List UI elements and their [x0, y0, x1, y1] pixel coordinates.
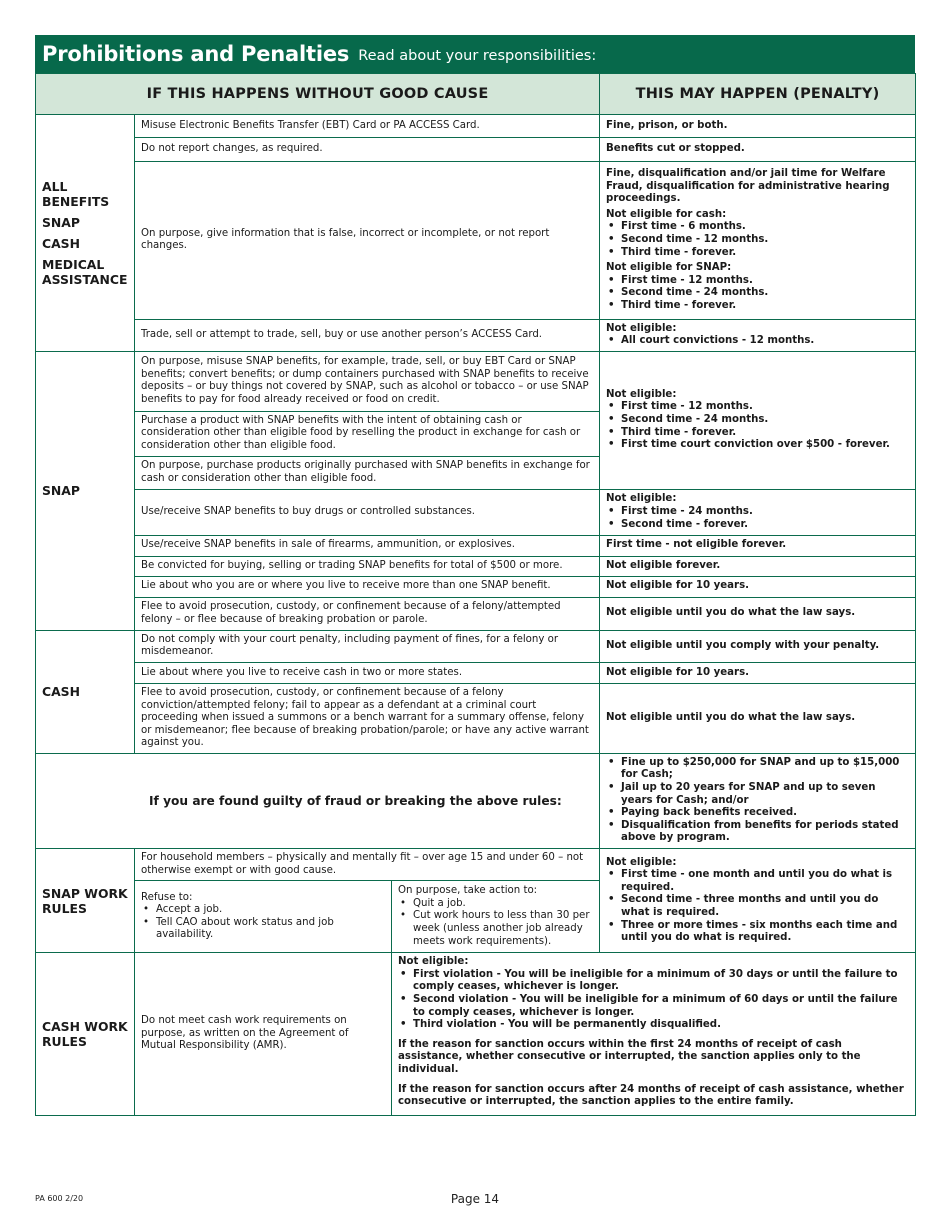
cause-cell: For household members – physically and mentally fit – over age 15 and under 60 – not otherwise exempt or with good cause. [135, 849, 600, 881]
penalty-cell: Not eligible until you do what the law says. [600, 597, 916, 630]
category-cash-work-rules: CASH WORK RULES [36, 953, 135, 1116]
cause-cell: Trade, sell or attempt to trade, sell, buy or use another person’s ACCESS Card. [135, 319, 600, 351]
cause-heading: On purpose, take action to: [398, 885, 538, 897]
penalty-cell [392, 953, 916, 1116]
guilty-statement: If you are found guilty of fraud or breaking the above rules: [36, 753, 600, 848]
penalty-heading: Not eligible: [398, 956, 469, 968]
list-item: • First time - 6 months. [606, 221, 909, 234]
cause-cell: Use/receive SNAP benefits in sale of firearms, ammunition, or explosives. [135, 535, 600, 556]
penalty-heading: Not eligible: [606, 856, 677, 868]
list-item: • Second time - 12 months. [606, 234, 909, 247]
cause-cell: Do not meet cash work requirements on purpose, as written on the Agreement of Mutual Responsibility (AMR). [135, 953, 392, 1116]
list-item: • Three or more times - six months each time and until you do what is required. [606, 920, 909, 945]
cause-cell: Flee to avoid prosecution, custody, or confinement because of a felony conviction/attempted felony; fail to appear as a defendant at a criminal court proceeding when issued a summons or a bench warrant for a summary offense, felony or misdemeanor; flee because of breaking probation/parole; or have any active warrant against you. [135, 683, 600, 753]
list-item: • Cut work hours to less than 30 per week (unless another job already meets work requirements). [398, 910, 593, 948]
table-header-row [36, 74, 916, 115]
cause-cell: On purpose, give information that is false, incorrect or incomplete, or not report changes. [135, 162, 600, 320]
penalty-cell [600, 162, 916, 320]
table-row [36, 115, 916, 138]
penalty-cell: Not eligible for 10 years. [600, 576, 916, 597]
cause-cell: On purpose, purchase products originally purchased with SNAP benefits in exchange for cash or consideration other than eligible food. [135, 456, 600, 489]
list-item: • Third time - forever. [606, 427, 909, 440]
category-label: ALL BENEFITS [42, 178, 110, 209]
category-all-benefits [36, 115, 135, 352]
list-item: • Second violation - You will be ineligible for a minimum of 60 days or until the failure to comply ceases, whichever is longer. [398, 994, 909, 1019]
list-item: • Disqualification from benefits for periods stated above by program. [606, 820, 909, 845]
document [35, 35, 915, 1116]
list-item: • Quit a job. [398, 898, 593, 911]
table-row [36, 849, 916, 881]
penalty-block-cash [606, 209, 909, 259]
table-row [36, 556, 916, 576]
category-label: SNAP [42, 214, 80, 230]
table-row [36, 351, 916, 411]
list-item: • First time - 24 months. [606, 506, 909, 519]
category-snap: SNAP [36, 351, 135, 630]
penalty-heading: Not eligible: [606, 493, 677, 505]
list-item: • First time - 12 months. [606, 275, 909, 288]
category-cash: CASH [36, 630, 135, 753]
list-item: • Accept a job. [141, 904, 385, 917]
table-row [36, 753, 916, 848]
table-row [36, 162, 916, 320]
penalty-cell: Fine, prison, or both. [600, 115, 916, 138]
list-item: • Fine up to $250,000 for SNAP and up to $15,000 for Cash; [606, 757, 909, 782]
cause-cell: Use/receive SNAP benefits to buy drugs or controlled substances. [135, 489, 600, 535]
list-item: • Third time - forever. [606, 247, 909, 260]
table-row [36, 597, 916, 630]
table-row [36, 953, 916, 1116]
category-label: MEDICAL ASSISTANCE [42, 256, 128, 287]
cause-cell: Do not comply with your court penalty, including payment of fines, for a felony or misdemeanor. [135, 630, 600, 662]
penalty-block-snap [606, 262, 909, 312]
cause-cell: Purchase a product with SNAP benefits with the intent of obtaining cash or consideration other than eligible food by reselling the product in exchange for cash or consideration other than eligible food. [135, 411, 600, 456]
penalty-heading: Not eligible for SNAP: [606, 262, 732, 274]
list-item: • Third violation - You will be permanently disqualified. [398, 1019, 909, 1032]
penalty-note: If the reason for sanction occurs within the first 24 months of receipt of cash assistance, whether consecutive or interrupted, the sanction applies only to the individual. [398, 1038, 861, 1075]
penalty-cell: Not eligible forever. [600, 556, 916, 576]
cause-cell: Be convicted for buying, selling or trading SNAP benefits for total of $500 or more. [135, 556, 600, 576]
cause-cell: Misuse Electronic Benefits Transfer (EBT) Card or PA ACCESS Card. [135, 115, 600, 138]
list-item: • Second time - forever. [606, 519, 909, 532]
penalty-cell [600, 489, 916, 535]
cause-cell: Lie about who you are or where you live to receive more than one SNAP benefit. [135, 576, 600, 597]
penalty-heading: Not eligible for cash: [606, 208, 727, 220]
list-item: • All court convictions - 12 months. [606, 335, 909, 348]
penalty-cell: Not eligible until you do what the law says. [600, 683, 916, 753]
penalty-text: Fine, disqualification and/or jail time for Welfare Fraud, disqualification for administrative hearing proceedings. [606, 168, 890, 205]
table-row [36, 662, 916, 683]
list-item: • Third time - forever. [606, 300, 909, 313]
cause-cell: Lie about where you live to receive cash in two or more states. [135, 662, 600, 683]
list-item: • Second time - 24 months. [606, 287, 909, 300]
table-row [36, 535, 916, 556]
category-snap-work-rules: SNAP WORK RULES [36, 849, 135, 953]
list-item: • Paying back benefits received. [606, 807, 909, 820]
table-row [36, 138, 916, 162]
table-row [36, 319, 916, 351]
page-subtitle: Read about your responsibilities: [358, 48, 597, 64]
list-item: • Jail up to 20 years for SNAP and up to seven years for Cash; and/or [606, 782, 909, 807]
penalty-cell [600, 753, 916, 848]
list-item: • First time - 12 months. [606, 401, 909, 414]
penalty-cell [600, 319, 916, 351]
table-row [36, 683, 916, 753]
list-item: • First time - one month and until you do what is required. [606, 869, 909, 894]
list-item: • Second time - 24 months. [606, 414, 909, 427]
penalty-note: If the reason for sanction occurs after 24 months of receipt of cash assistance, whether consecutive or interrupted, the sanction applies to the entire family. [398, 1083, 904, 1108]
list-item: • Tell CAO about work status and job availability. [141, 917, 385, 942]
list-item: • First violation - You will be ineligible for a minimum of 30 days or until the failure to comply ceases, whichever is longer. [398, 969, 909, 994]
penalties-table [35, 73, 916, 1116]
list-item: • First time court conviction over $500 - forever. [606, 439, 909, 452]
cause-cell: Flee to avoid prosecution, custody, or confinement because of a felony/attempted felony – or flee because of breaking probation or parole. [135, 597, 600, 630]
penalty-heading: Not eligible: [606, 322, 677, 334]
table-row [36, 489, 916, 535]
cause-heading: Refuse to: [141, 891, 193, 903]
penalty-cell [600, 849, 916, 953]
title-bar [35, 35, 915, 73]
penalty-heading: Not eligible: [606, 388, 677, 400]
table-row [36, 630, 916, 662]
penalty-cell: Benefits cut or stopped. [600, 138, 916, 162]
page-title: Prohibitions and Penalties [42, 42, 350, 66]
penalty-cell: First time - not eligible forever. [600, 535, 916, 556]
page-number: Page 14 [450, 1192, 500, 1206]
list-item: • Second time - three months and until you do what is required. [606, 894, 909, 919]
penalty-cell [600, 351, 916, 489]
form-number: PA 600 2/20 [35, 1194, 84, 1203]
penalty-cell: Not eligible for 10 years. [600, 662, 916, 683]
table-row [36, 576, 916, 597]
category-label: CASH [42, 235, 80, 251]
header-cause: IF THIS HAPPENS WITHOUT GOOD CAUSE [36, 74, 600, 115]
cause-cell: Do not report changes, as required. [135, 138, 600, 162]
cause-cell-action [392, 881, 600, 953]
cause-cell: On purpose, misuse SNAP benefits, for example, trade, sell, or buy EBT Card or SNAP benefits; convert benefits; or dump containers purchased with SNAP benefits to receive deposits – or buy things not covered by SNAP, such as alcohol or tobacco – or use SNAP benefits to pay for food already received or food on credit. [135, 351, 600, 411]
header-penalty: THIS MAY HAPPEN (PENALTY) [600, 74, 916, 115]
penalty-cell: Not eligible until you comply with your penalty. [600, 630, 916, 662]
cause-cell-refuse [135, 881, 392, 953]
